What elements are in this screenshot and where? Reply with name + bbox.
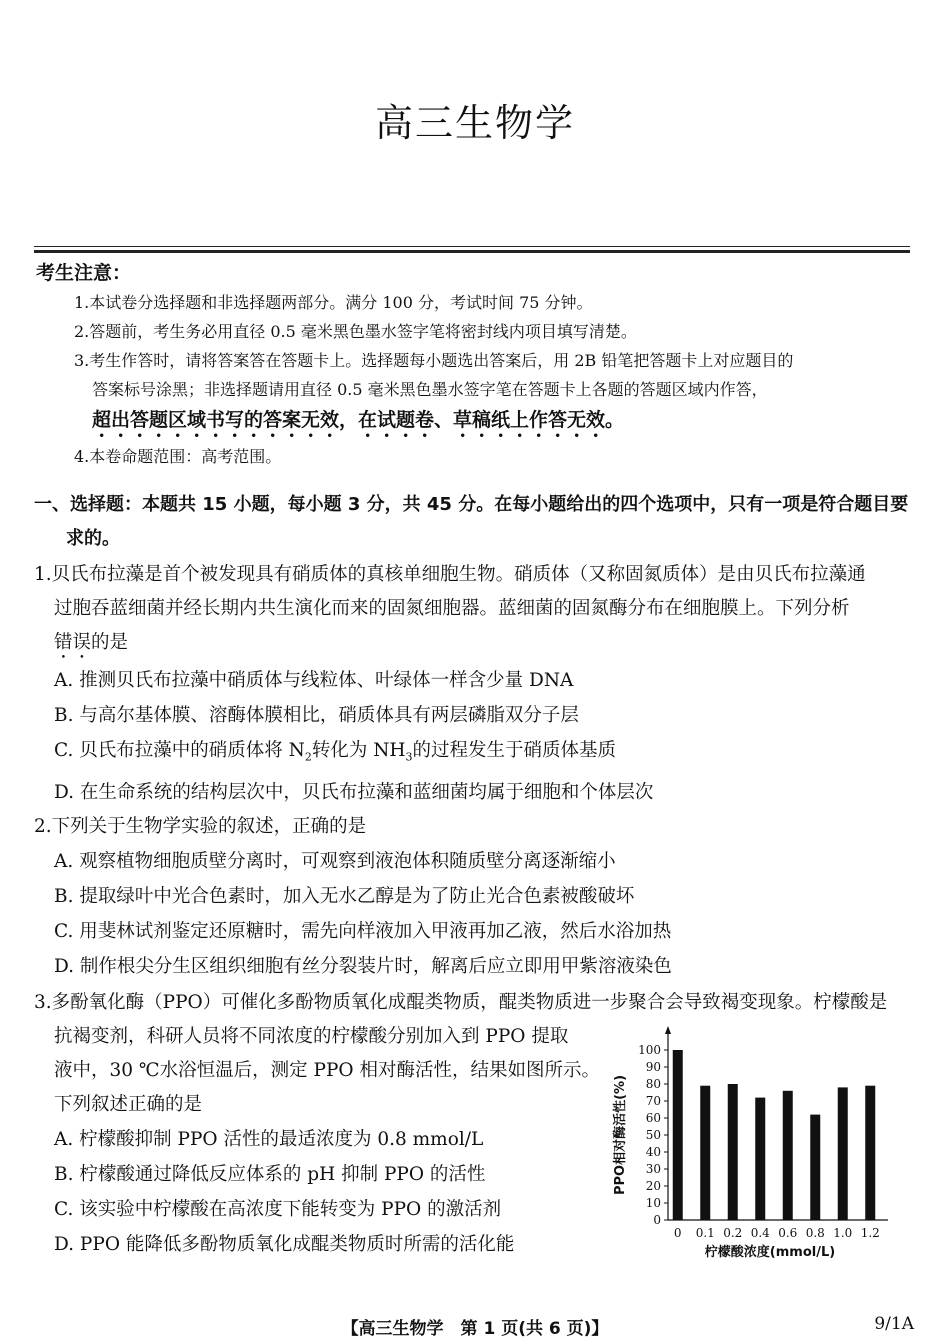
y-axis-arrow-icon [665, 1026, 671, 1034]
q1-option-c-sub2: 3 [405, 750, 413, 764]
q1-stem-line3 [34, 626, 914, 663]
y-tick-label: 60 [645, 1111, 661, 1125]
q3-stem-line3: 液中，30 ℃水浴恒温后，测定 PPO 相对酶活性，结果如图所示。 [54, 1060, 600, 1081]
x-tick-label: 0.6 [778, 1226, 798, 1240]
q2-option-c: C. 用斐林试剂鉴定还原糖时，需先向样液加入甲液再加乙液，然后水浴加热 [54, 921, 672, 942]
x-tick-label: 0.2 [723, 1226, 743, 1240]
y-tick-label: 0 [653, 1213, 661, 1227]
q1-option-d: D. 在生命系统的结构层次中，贝氏布拉藻和蓝细菌均属于细胞和个体层次 [54, 781, 654, 803]
notice-heading: 考生注意： [36, 262, 132, 284]
q1-option-b: B. 与高尔基体膜、溶酶体膜相比，硝质体具有两层磷脂双分子层 [54, 705, 579, 726]
q1-emphasis-word: 错误 [54, 632, 92, 653]
bar [783, 1091, 793, 1220]
q2-stem: 2.下列关于生物学实验的叙述，正确的是 [34, 816, 367, 837]
notice-item-1: 1.本试卷分选择题和非选择题两部分。满分 100 分，考试时间 75 分钟。 [74, 293, 593, 312]
y-tick-label: 90 [645, 1060, 661, 1074]
q1-option-c-part3: 的过程发生于硝质体基质 [412, 740, 617, 761]
q3-stem-line2: 抗褐变剂，科研人员将不同浓度的柠檬酸分别加入到 PPO 提取 [54, 1026, 569, 1047]
bar [728, 1084, 738, 1220]
notice-item-3-line2: 答案标号涂黑；非选择题请用直径 0.5 毫米黑色墨水签字笔在答题卡上各题的答题区域内作答， [92, 380, 768, 399]
notice-emphasis: 超出答题区域书写的答案无效，在试题卷、草稿纸上作答无效。 [92, 409, 625, 431]
q3-option-a: A. 柠檬酸抑制 PPO 活性的最适浓度为 0.8 mmol/L [54, 1129, 484, 1150]
y-axis-label: PPO相对酶活性(%) [613, 1074, 628, 1196]
q3-left-column [34, 1020, 614, 1262]
q2-option-d: D. 制作根尖分生区组织细胞有丝分裂装片时，解离后应立即用甲紫溶液染色 [54, 956, 672, 977]
question-1 [34, 558, 914, 810]
x-tick-label: 0.4 [750, 1226, 770, 1240]
q3-stem-line1: 3.多酚氧化酶（PPO）可催化多酚物质氧化成醌类物质，醌类物质进一步聚合会导致褐变现象。柠檬酸是 [34, 992, 888, 1013]
section-heading-line1: 一、选择题：本题共 15 小题，每小题 3 分，共 45 分。在每小题给出的四个选项中，只有一项是符合题目要 [34, 494, 909, 515]
q1-option-c [34, 733, 914, 775]
y-tick-label: 80 [645, 1077, 661, 1091]
header-rule-thick [34, 250, 910, 253]
bar [838, 1087, 848, 1220]
bar [700, 1086, 710, 1220]
q1-stem-end: 的是 [91, 632, 129, 653]
q1-option-a: A. 推测贝氏布拉藻中硝质体与线粒体、叶绿体一样含少量 DNA [54, 670, 574, 691]
page-code: 9/1A [874, 1314, 914, 1334]
header-rule-thin [34, 246, 910, 247]
q2-option-b: B. 提取绿叶中光合色素时，加入无水乙醇是为了防止光合色素被酸破坏 [54, 886, 635, 907]
bar [865, 1086, 875, 1220]
y-tick-label: 30 [645, 1162, 661, 1176]
x-tick-label: 0.1 [695, 1226, 715, 1240]
x-tick-label: 1.0 [833, 1226, 853, 1240]
x-tick-label: 1.2 [860, 1226, 880, 1240]
notice-item-3 [36, 346, 916, 442]
y-tick-label: 20 [645, 1179, 661, 1193]
y-tick-label: 100 [638, 1043, 661, 1057]
q1-option-c-part1: C. 贝氏布拉藻中的硝质体将 N [54, 740, 305, 761]
notice-item-3-line1: 3.考生作答时，请将答案答在答题卡上。选择题每小题选出答案后，用 2B 铅笔把答题卡上对应题目的 [74, 351, 794, 370]
page-title: 高三生物学 [374, 101, 575, 145]
q3-stem-line4: 下列叙述正确的是 [54, 1094, 203, 1115]
q3-option-b: B. 柠檬酸通过降低反应体系的 pH 抑制 PPO 的活性 [54, 1164, 486, 1185]
y-tick-label: 50 [645, 1128, 661, 1142]
q2-option-a: A. 观察植物细胞质壁分离时，可观察到液泡体积随质壁分离逐渐缩小 [54, 851, 616, 872]
q3-option-d: D. PPO 能降低多酚物质氧化成醌类物质时所需的活化能 [54, 1234, 515, 1255]
section-heading-line2: 求的。 [66, 528, 120, 549]
y-tick-label: 70 [645, 1094, 661, 1108]
q3-option-c: C. 该实验中柠檬酸在高浓度下能转变为 PPO 的激活剂 [54, 1199, 502, 1220]
q1-option-c-sub1: 2 [304, 750, 312, 764]
x-tick-label: 0.8 [805, 1226, 825, 1240]
bar [755, 1098, 765, 1220]
bar [810, 1115, 820, 1220]
notice-item-4: 4.本卷命题范围：高考范围。 [74, 447, 282, 466]
q1-stem-line1: 1.贝氏布拉藻是首个被发现具有硝质体的真核单细胞生物。硝质体（又称固氮质体）是由贝氏布拉藻通 [34, 564, 866, 585]
x-axis-label: 柠檬酸浓度(mmol/L) [704, 1245, 836, 1260]
y-tick-label: 40 [645, 1145, 661, 1159]
enzyme-activity-chart [608, 1024, 898, 1264]
notice-block [36, 258, 916, 471]
page-footer: 【高三生物学 第 1 页(共 6 页)】 [341, 1319, 609, 1339]
question-2 [34, 810, 914, 984]
x-tick-label: 0 [673, 1226, 682, 1240]
bar [673, 1050, 683, 1220]
notice-item-2: 2.答题前，考生务必用直径 0.5 毫米黑色墨水签字笔将密封线内项目填写清楚。 [74, 322, 637, 341]
section-heading [34, 488, 914, 556]
y-tick-label: 10 [645, 1196, 661, 1210]
q1-option-c-part2: 转化为 NH [311, 740, 406, 761]
q1-stem-line2: 过胞吞蓝细菌并经长期内共生演化而来的固氮细胞器。蓝细菌的固氮酶分布在细胞膜上。下列分析 [54, 598, 850, 619]
